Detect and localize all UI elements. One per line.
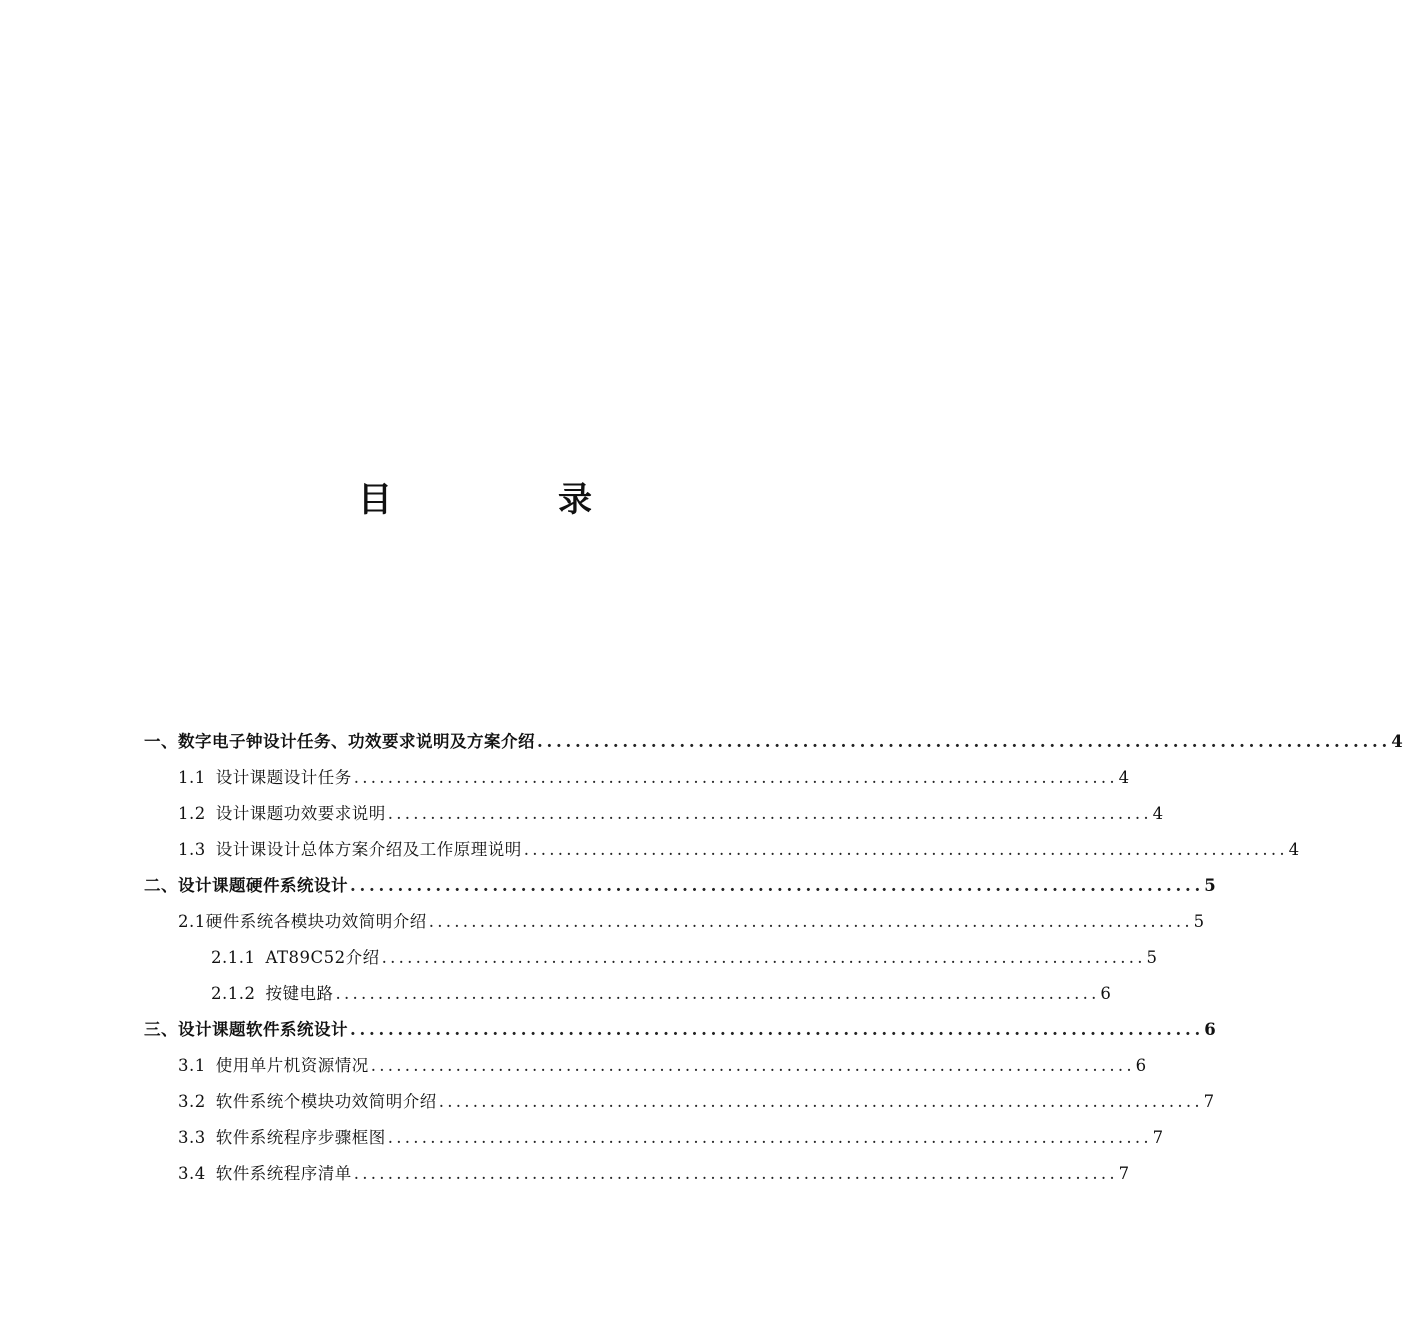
toc-title: 目 录 (358, 480, 658, 520)
toc-entry-number: 3.1 (178, 1056, 206, 1075)
toc-entry[interactable] (178, 908, 1205, 936)
toc-page-number: 4 (1152, 804, 1164, 823)
toc-dot-leader (371, 1052, 1132, 1080)
toc-entry-number: 2.1.1 (211, 948, 256, 967)
toc-dot-leader (537, 728, 1387, 756)
toc-page-number: 4 (1288, 840, 1300, 859)
toc-entry-number: 3.4 (178, 1164, 206, 1183)
toc-entry[interactable] (144, 1016, 1216, 1044)
toc-page-number: 5 (1193, 912, 1205, 931)
toc-dot-leader (354, 764, 1115, 792)
toc-page-number: 6 (1204, 1020, 1216, 1039)
toc-entry-number: 1.2 (178, 804, 206, 823)
toc-entry[interactable] (211, 980, 1111, 1008)
toc-dot-leader (439, 1088, 1200, 1116)
toc-entry-number: 1.3 (178, 840, 206, 859)
toc-dot-leader (354, 1160, 1115, 1188)
toc-entry-text: 按键电路 (265, 984, 334, 1003)
toc-dot-leader (388, 1124, 1149, 1152)
toc-page-number: 5 (1146, 948, 1157, 967)
toc-page-number: 5 (1204, 876, 1216, 895)
toc-entry[interactable] (178, 764, 1130, 792)
toc-dot-leader (388, 800, 1149, 828)
toc-entry[interactable] (178, 1160, 1130, 1188)
toc-entry[interactable] (178, 836, 1300, 864)
toc-entry[interactable] (144, 872, 1216, 900)
toc-dot-leader (382, 944, 1143, 972)
toc-entry-text: 软件系统程序步骤框图 (215, 1128, 386, 1147)
toc-dot-leader (335, 980, 1096, 1008)
toc-page-number: 7 (1152, 1128, 1164, 1147)
toc-entry-number: 2.1.2 (211, 984, 256, 1003)
toc-entry-text: 软件系统个模块功效简明介绍 (215, 1092, 437, 1111)
toc-entry-text: 软件系统程序清单 (215, 1164, 352, 1183)
toc-dot-leader (350, 1016, 1200, 1044)
toc-page-number: 6 (1135, 1056, 1147, 1075)
toc-entry-number: 3.2 (178, 1092, 206, 1111)
toc-entry-text: 设计课设计总体方案介绍及工作原理说明 (215, 840, 522, 859)
toc-entry-number: 1.1 (178, 768, 206, 787)
toc-dot-leader (429, 908, 1190, 936)
toc-dot-leader (350, 872, 1200, 900)
toc-entry-number: 2.1 (178, 912, 206, 931)
toc-entry[interactable] (211, 944, 1157, 972)
toc-page-number: 6 (1100, 984, 1111, 1003)
toc-entry[interactable] (178, 1124, 1164, 1152)
toc-page-number: 7 (1203, 1092, 1215, 1111)
toc-entry-text: 设计课题功效要求说明 (215, 804, 386, 823)
toc-page-number: 4 (1391, 732, 1403, 751)
toc-entry-text: 一、数字电子钟设计任务、功效要求说明及方案介绍 (144, 732, 535, 751)
toc-entry-text: AT89C52介绍 (265, 948, 380, 967)
toc-entry-text: 使用单片机资源情况 (215, 1056, 369, 1075)
toc-entry[interactable] (178, 800, 1164, 828)
toc-entry[interactable] (178, 1088, 1215, 1116)
toc-entry-text: 设计课题设计任务 (215, 768, 352, 787)
toc-entry-text: 三、设计课题软件系统设计 (144, 1020, 348, 1039)
toc-dot-leader (524, 836, 1285, 864)
toc-page-number: 4 (1118, 768, 1130, 787)
toc-page-number: 7 (1118, 1164, 1130, 1183)
toc-entry-text: 硬件系统各模块功效简明介绍 (205, 912, 427, 931)
toc-entry[interactable] (178, 1052, 1147, 1080)
toc-entry-number: 3.3 (178, 1128, 206, 1147)
toc-entry-text: 二、设计课题硬件系统设计 (144, 876, 348, 895)
toc-entry[interactable] (144, 728, 1403, 756)
